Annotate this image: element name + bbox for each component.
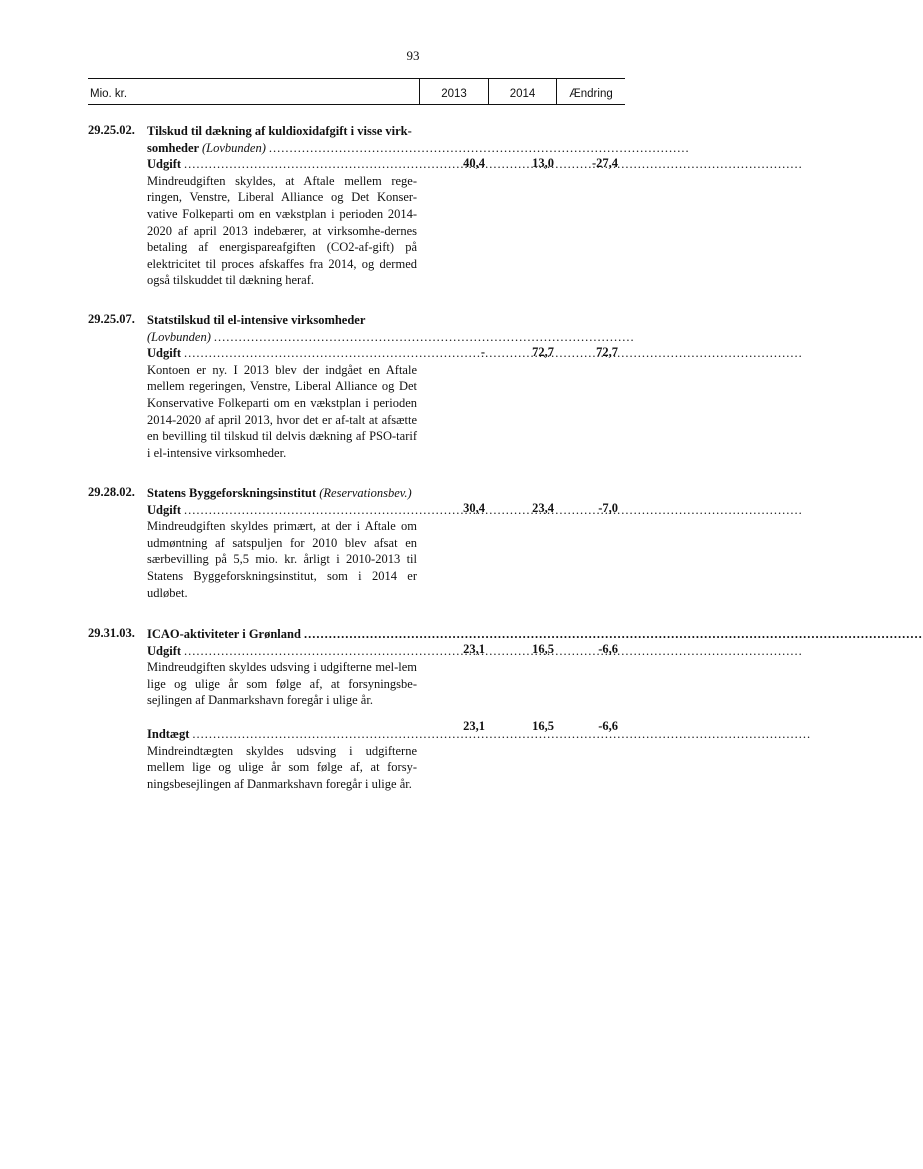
page-number: 93 [406,48,420,63]
entry-label-row [147,726,417,743]
section-title-text: Statens Byggeforskningsinstitut [147,486,317,500]
value-2013: 23,1 [463,642,485,656]
value-2013: 30,4 [463,501,485,515]
section-number: 29.31.03. [88,626,135,640]
entry-label: Udgift [147,346,182,361]
entry-label: Udgift [147,643,182,658]
value-change: -6,6 [598,719,618,733]
value-change: -27,4 [591,156,618,170]
section-title-note: (Reservationsbev.) [319,486,412,500]
section-title: ICAO-aktiviteter i Grønland [147,627,301,641]
header-bottom-rule [88,104,625,105]
value-2014: 23,4 [532,501,554,515]
value-2014: 16,5 [532,719,554,733]
entry-description: Mindreudgiften skyldes, at Aftale mellem rege-ringen, Venstre, Liberal Alliance og Det Konser-vative Folkeparti om en vækstplan i perioden 2014-2020 af april 2013 indebærer, at virksomhe-dernes betaling af energispareafgiften (CO2-af-gift) på elektricitet til proces afskaffes fra 2014, og dermed også tilskuddet til dækning heraf. [147,173,417,288]
value-2014: 72,7 [532,345,554,359]
value-2014: 16,5 [532,642,554,656]
header-top-rule [88,78,625,79]
section-title [147,485,427,502]
section-title-line2: somheder (Lovbunden) ...................................................................................................... [147,140,690,155]
section-number: 29.25.07. [88,312,135,326]
unit-label: Mio. kr. [90,88,128,100]
entry-description: Kontoen er ny. I 2013 blev der indgået en Aftale mellem regeringen, Venstre, Liberal Alliance og Det Konservative Folkeparti om en vækstplan i perioden 2014-2020 af april 2013, hvor det er af-talt at afsætte en bevilling til tilskud til delvis dækning af PSO-tarif i el-intensive virksomheder. [147,362,417,460]
entry-label: Udgift [147,157,182,172]
entry-description: Mindreudgiften skyldes primært, at der i Aftale om udmøntning af satspuljen for 2010 blev afsat en særbevilling på 5,5 mio. kr. årligt i 2010-2013 til Statens Byggeforskningsinstitut, som i 2014 er udløbet. [147,519,417,600]
entry-label-row [147,502,417,519]
entry-description: Mindreudgiften skyldes udsving i udgifterne mel-lem lige og ulige år som følge af, at forsyningsbe-sejlingen af Danmarkshavn foregår i ulige år. [147,660,417,708]
section-number: 29.25.02. [88,123,135,137]
column-header-2013: 2013 [441,88,467,100]
value-2013: 23,1 [463,719,485,733]
section-title [147,123,690,156]
section-title-line2: (Lovbunden) ...................................................................................................... [147,329,635,344]
section-body [147,626,417,792]
value-2014: 13,0 [532,156,554,170]
entry-label: Udgift [147,502,182,517]
section-number: 29.28.02. [88,485,135,499]
entry-label: Indtægt [147,726,190,741]
entry-label-row [147,345,417,362]
value-2013: 40,4 [463,156,485,170]
section-body [147,485,427,601]
column-header-change: Ændring [569,88,613,100]
section-title-note: (Lovbunden) [201,140,266,155]
value-2013: - [480,345,485,359]
entry-description: Mindreindtægten skyldes udsving i udgifterne mellem lige og ulige år som følge af, at forsy-ningsbesejlingen af Danmarkshavn foregår i ulige år. [147,743,417,791]
value-change: -6,6 [598,642,618,656]
section-title: Statstilskud til el-intensive virksomheder [147,313,366,327]
section-title-note: (Lovbunden) [147,329,211,344]
value-change: 72,7 [596,345,618,359]
section-title-row [147,626,417,643]
section-title-line1: Tilskud til dækning af kuldioxidafgift i visse virk- [147,124,412,138]
column-header-2014: 2014 [509,88,536,100]
entry-label-row [147,156,417,173]
value-change: -7,0 [598,501,618,515]
entry-label-row [147,643,417,660]
section-title-line2-text: somheder [147,140,199,155]
